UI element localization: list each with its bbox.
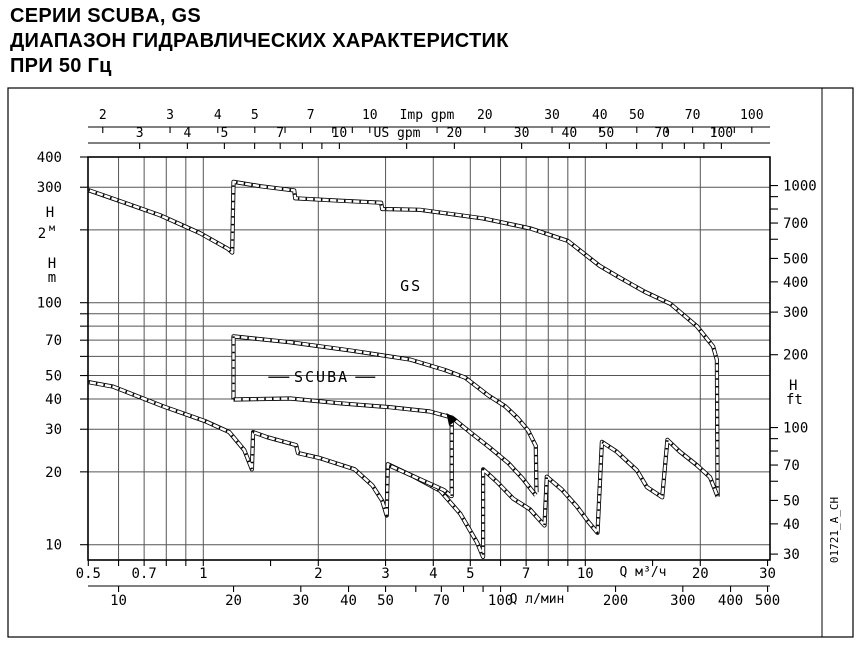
us-gpm-tick-label: 3 xyxy=(135,126,144,141)
h-m-tick-label: 70 xyxy=(45,333,62,350)
us-gpm-tick-label: 5 xyxy=(220,126,229,141)
q-m3h-tick-label: 7 xyxy=(521,566,531,582)
q-m3h-axis-title: Q м³/ч xyxy=(619,565,667,580)
title-line-1: СЕРИИ SCUBA, GS xyxy=(10,5,202,27)
h-ft-tick-label: 500 xyxy=(783,251,809,268)
h-ft-tick-label: 1000 xyxy=(783,178,817,195)
q-lmin-tick-label: 100 xyxy=(487,593,514,609)
imp-gpm-tick-label: 30 xyxy=(544,108,560,123)
title-line-3: ПРИ 50 Гц xyxy=(10,55,112,77)
imp-gpm-tick-label: 2 xyxy=(98,108,107,123)
h-ft-axis-title: H xyxy=(789,378,798,394)
q-m3h-tick-label: 0.5 xyxy=(75,566,101,582)
q-m3h-tick-label: 1 xyxy=(199,566,208,582)
h-ft-tick-label: 200 xyxy=(783,347,809,364)
q-m3h-tick-label: 20 xyxy=(691,566,709,582)
imp-gpm-tick-label: 40 xyxy=(591,108,608,123)
h-m-tick-label: 300 xyxy=(36,180,62,197)
q-lmin-tick-label: 70 xyxy=(432,593,450,609)
us-gpm-tick-label: 100 xyxy=(709,126,734,141)
us-gpm-tick-label: 20 xyxy=(446,126,463,141)
h-ft-axis-title: ft xyxy=(786,392,803,408)
q-m3h-tick-label: 4 xyxy=(429,566,438,582)
q-m3h-tick-label: 5 xyxy=(466,566,475,582)
axis-layer xyxy=(37,108,817,609)
h-m-axis-title: m xyxy=(47,270,57,286)
h-m-axis-title: H xyxy=(45,205,55,221)
q-lmin-tick-label: 200 xyxy=(602,593,629,609)
region-label-layer xyxy=(268,277,422,386)
h-ft-tick-label: 50 xyxy=(783,493,800,510)
imp-gpm-tick-label: 50 xyxy=(628,108,645,123)
h-ft-tick-label: 40 xyxy=(783,516,800,533)
doc-code: 01721_A_CH xyxy=(828,496,841,564)
h-m-tick-label: 50 xyxy=(45,368,62,385)
q-m3h-tick-label: 0.7 xyxy=(131,566,157,582)
us-gpm-tick-label: 10 xyxy=(331,126,348,141)
imp-gpm-tick-label: 70 xyxy=(684,108,701,123)
h-ft-tick-label: 400 xyxy=(783,274,809,291)
q-lmin-tick-label: 300 xyxy=(670,593,696,609)
h-ft-tick-label: 700 xyxy=(783,216,809,233)
q-m3h-tick-label: 3 xyxy=(381,566,390,582)
h-m-tick-label: 400 xyxy=(36,150,62,166)
curve-scuba-envelope-bottom xyxy=(234,399,536,496)
h-m-tick-label: 100 xyxy=(36,295,62,312)
imp-gpm-tick-label: 20 xyxy=(476,108,493,123)
q-lmin-tick-label: 20 xyxy=(225,593,242,609)
q-lmin-tick-label: 30 xyxy=(292,593,310,609)
imp-gpm-tick-label: 10 xyxy=(361,108,378,123)
plot-border xyxy=(88,157,770,560)
imp-gpm-tick-label: 3 xyxy=(166,108,174,123)
region-label-scuba: SCUBA xyxy=(294,368,350,387)
q-lmin-tick-label: 10 xyxy=(110,593,127,609)
h-m-tick-label: 40 xyxy=(45,392,62,408)
imp-gpm-tick-label: 100 xyxy=(740,108,764,123)
h-ft-tick-label: 30 xyxy=(783,547,800,564)
q-lmin-tick-label: 500 xyxy=(754,593,781,609)
us-gpm-axis-title: US gpm xyxy=(373,126,421,141)
h-ft-tick-label: 300 xyxy=(783,305,809,322)
us-gpm-tick-label: 30 xyxy=(513,126,530,141)
us-gpm-tick-label: 7 xyxy=(276,126,285,141)
curve-scuba-envelope-top xyxy=(234,336,537,492)
q-m3h-tick-label: 10 xyxy=(576,566,594,582)
h-m-tick-label: 30 xyxy=(45,422,62,439)
q-lmin-axis-title: Q л/мин xyxy=(509,592,565,607)
region-label-gs: GS xyxy=(400,277,423,296)
imp-gpm-tick-label: 5 xyxy=(250,108,259,123)
h-m-axis-title: 2 xyxy=(37,226,47,242)
h-m-axis-title: м xyxy=(48,223,56,234)
figure-frame-lines xyxy=(8,88,853,637)
us-gpm-tick-label: 40 xyxy=(561,126,578,141)
q-lmin-tick-label: 40 xyxy=(340,593,357,609)
q-lmin-tick-label: 50 xyxy=(377,593,394,609)
imp-gpm-tick-label: 4 xyxy=(213,108,222,123)
imp-gpm-axis-title: Imp gpm xyxy=(399,108,455,123)
title-line-2: ДИАПАЗОН ГИДРАВЛИЧЕСКИХ ХАРАКТЕРИСТИК xyxy=(10,30,509,52)
doc-code-group xyxy=(828,497,841,563)
imp-gpm-tick-label: 7 xyxy=(306,108,315,123)
q-m3h-tick-label: 2 xyxy=(314,566,323,582)
h-m-tick-label: 10 xyxy=(45,537,62,554)
us-gpm-tick-label: 50 xyxy=(598,126,615,141)
grid-layer xyxy=(88,157,770,560)
h-m-tick-label: 20 xyxy=(45,464,62,481)
h-ft-tick-label: 70 xyxy=(783,458,800,475)
curve-gs-envelope-top xyxy=(88,182,717,497)
us-gpm-tick-label: 70 xyxy=(654,126,671,141)
q-m3h-tick-label: 30 xyxy=(759,566,776,582)
us-gpm-tick-label: 4 xyxy=(183,126,192,141)
h-ft-tick-label: 100 xyxy=(783,420,809,437)
h-m-axis-title: H xyxy=(47,256,57,272)
q-lmin-tick-label: 400 xyxy=(717,593,744,609)
curve-layer xyxy=(88,182,717,557)
